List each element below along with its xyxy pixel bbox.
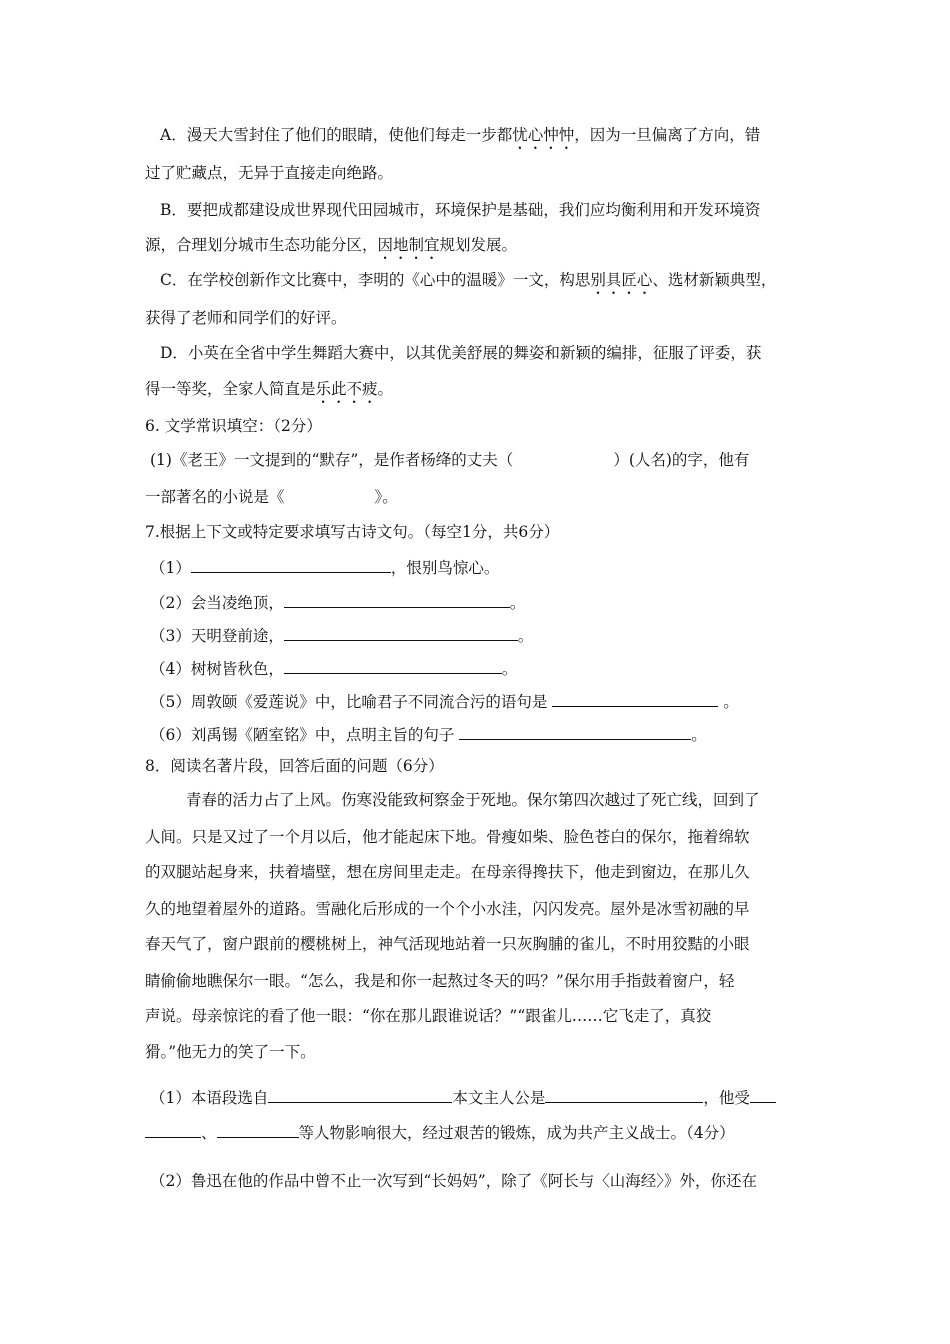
q8-passage-line: 声说。母亲惊诧的看了他一眼：“你在那儿跟谁说话？”“跟雀儿……它飞走了，真狡 [145,1007,712,1025]
q8-passage-line: 睛偷偷地瞧保尔一眼。“怎么，我是和你一起熬过冬天的吗？”保尔用手指鼓着窗户，轻 [145,972,735,990]
q8-passage-line: 久的地望着屋外的道路。雪融化后形成的一个个小水洼，闪闪发亮。屋外是冰雪初融的早 [145,900,750,918]
q8-passage-line: 的双腿站起身来，扶着墙壁，想在房间里走走。在母亲得搀扶下，他走到窗边，在那儿久 [145,863,750,881]
emphasis-term: 忧心忡忡 [512,126,575,144]
q8-sub2-line1: （2）鲁迅在他的作品中曾不止一次写到“长妈妈”，除了《阿长与〈山海经〉》外，你还在 [150,1172,757,1190]
q7-item-2: （2）会当凌绝顶， 。 [150,591,525,613]
q7-item-4: （4）树树皆秋色， 。 [150,657,517,679]
q5-option-d-line2: 得一等奖，全家人简直是乐此不疲。 [145,380,394,398]
answer-blank[interactable] [145,1121,201,1138]
q6-line1: (1)《老王》一文提到的“默存”，是作者杨绛的丈夫（ ）(人名)的字，他有 [150,451,750,469]
q8-sub1-line1: （1）本语段选自 本文主人公是 ，他受 [150,1086,776,1108]
answer-blank[interactable] [459,723,691,740]
q5-option-a-line1: A．漫天大雪封住了他们的眼睛，使他们每走一步都忧心忡忡，因为一旦偏离了方向，错 [160,126,761,144]
emphasis-term: 别具匠心 [590,271,653,289]
q8-passage-line: 人间。只是又过了一个月以后，他才能起床下地。骨瘦如柴、脸色苍白的保尔，拖着绵软 [145,828,750,846]
q7-title: 7.根据上下文或特定要求填写古诗文句。（每空1分，共6分） [145,523,560,541]
q5-option-c-line2: 获得了老师和同学们的好评。 [145,309,347,327]
q8-title: 8．阅读名著片段，回答后面的问题（6分） [145,757,444,775]
q5-option-b-line2: 源，合理划分城市生态功能分区，因地制宜规划发展。 [145,236,518,254]
answer-blank[interactable] [284,657,502,674]
q6-line2: 一部著名的小说是《 》。 [145,488,398,506]
answer-blank[interactable] [552,690,718,707]
q8-passage-line: 青春的活力占了上风。伤寒没能致柯察金于死地。保尔第四次越过了死亡线，回到了 [186,791,760,809]
q7-item-3: （3）天明登前途， 。 [150,624,533,646]
emphasis-term: 乐此不疲 [315,380,378,398]
answer-blank[interactable] [284,624,518,641]
answer-blank[interactable] [217,1121,299,1138]
answer-blank[interactable] [284,591,510,608]
answer-blank[interactable] [750,1086,776,1103]
answer-blank[interactable] [191,556,391,573]
q5-option-d-line1: D．小英在全省中学生舞蹈大赛中，以其优美舒展的舞姿和新颖的编排，征服了评委，获 [160,344,762,362]
emphasis-term: 因地制宜 [377,236,440,254]
answer-blank[interactable] [545,1086,703,1103]
q8-passage-line: 春天气了，窗户跟前的樱桃树上，神气活现地站着一只灰胸脯的雀儿，不时用狡黠的小眼 [145,935,750,953]
q7-item-6: （6）刘禹锡《陋室铭》中，点明主旨的句子 。 [150,723,707,745]
q5-option-c-line1: C．在学校创新作文比赛中，李明的《心中的温暖》一文，构思别具匠心、选材新颖典型， [160,271,777,289]
q5-option-b-line1: B．要把成都建设成世界现代田园城市，环境保护是基础，我们应均衡利用和开发环境资 [160,201,761,219]
q7-item-5: （5）周敦颐《爱莲说》中，比喻君子不同流合污的语句是 。 [150,690,739,712]
q8-passage-line: 猾。”他无力的笑了一下。 [145,1043,316,1061]
q6-title: 6. 文学常识填空：（2分） [145,417,322,435]
answer-blank[interactable] [268,1086,452,1103]
q5-option-a-line2: 过了贮藏点，无异于直接走向绝路。 [145,164,394,182]
q7-item-1: （1） ，恨别鸟惊心。 [150,556,499,578]
q8-sub1-line2: 、 等人物影响很大，经过艰苦的锻炼，成为共产主义战士。（4分） [145,1121,735,1143]
